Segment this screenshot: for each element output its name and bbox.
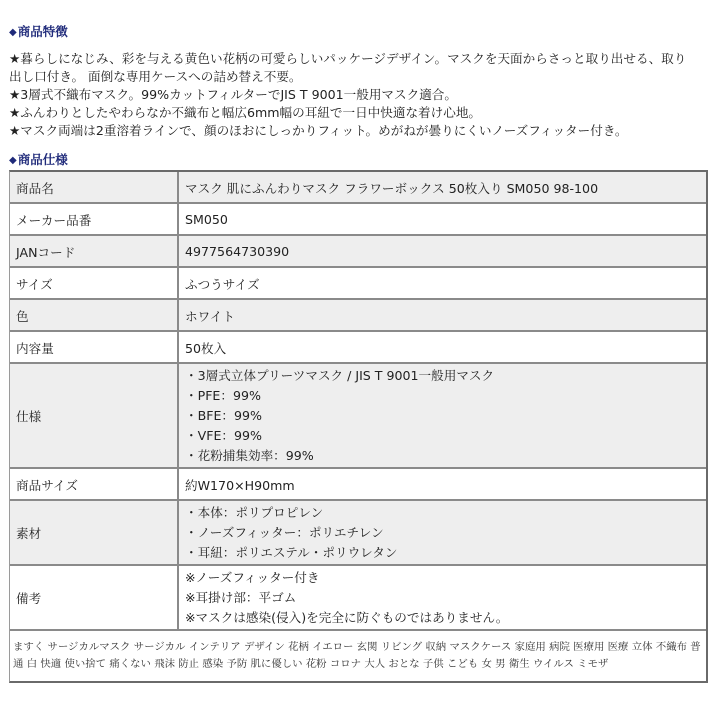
spec-row-maker-code <box>10 204 706 236</box>
spec-value: 50枚入 <box>179 332 706 364</box>
spec-row-product-name <box>10 172 706 204</box>
spec-value-item: ・耳紐：ポリエステル・ポリウレタン <box>185 544 398 560</box>
spec-value-item: ・花粉捕集効率：99% <box>185 447 314 463</box>
spec-value-list <box>179 566 706 631</box>
spec-value-list <box>179 501 706 566</box>
features-text <box>9 50 713 140</box>
spec-label: 商品名 <box>10 172 179 204</box>
feature-line: ★マスク両端は2重溶着ラインで、顔のほおにしっかりフィット。めがねが曇りにくいノーズフィッター付き。 <box>9 123 628 138</box>
spec-value-item: ※耳掛け部：平ゴム <box>185 589 297 605</box>
spec-label: 素材 <box>10 501 179 566</box>
feature-line: ★ふんわりとしたやわらなか不織布と幅広6mm幅の耳紐で一日中快適な着け心地。 <box>9 105 482 120</box>
spec-value: 約W170×H90mm <box>179 469 706 501</box>
feature-line: ★暮らしになじみ、彩を与える黄色い花柄の可愛らしいパッケージデザイン。マスクを天面からさっと取り出せる、取り <box>9 51 687 66</box>
spec-value-item: ・ノーズフィッター：ポリエチレン <box>185 524 384 540</box>
keywords-text: ますく サージカルマスク サージカル インテリア デザイン 花柄 イエロー 玄関 リビング 収納 マスクケース 家庭用 病院 医療用 医療 立体 不織布 普通 白 快適 使い捨て 痛くない 飛沫 防止 感染 予防 肌に優しい 花粉 コロナ 大人 おとな 子供 こども 女 男 衛生 ウイルス ミモザ <box>10 631 706 681</box>
spec-table <box>9 170 708 683</box>
features-heading <box>9 22 68 40</box>
spec-row-size <box>10 268 706 300</box>
feature-line: ★3層式不織布マスク。99%カットフィルターでJIS T 9001一般用マスク適合。 <box>9 87 457 102</box>
spec-row-notes <box>10 566 706 631</box>
feature-line: 出し口付き。 面倒な専用ケースへの詰め替え不要。 <box>9 69 302 84</box>
spec-row-color <box>10 300 706 332</box>
spec-row-specification <box>10 364 706 469</box>
spec-heading-text: 商品仕様 <box>17 152 68 167</box>
spec-value: ホワイト <box>179 300 706 332</box>
spec-value-item: ※マスクは感染(侵入)を完全に防ぐものではありません。 <box>185 609 509 625</box>
spec-label: 内容量 <box>10 332 179 364</box>
spec-row-keywords <box>10 631 706 681</box>
features-heading-text: 商品特徴 <box>17 24 68 39</box>
diamond-bullet-icon: ◆ <box>9 27 17 38</box>
spec-row-product-size <box>10 469 706 501</box>
spec-value-item: ・3層式立体プリーツマスク / JIS T 9001一般用マスク <box>185 367 495 383</box>
spec-value: SM050 <box>179 204 706 236</box>
spec-value-list <box>179 364 706 469</box>
spec-row-quantity <box>10 332 706 364</box>
spec-label: サイズ <box>10 268 179 300</box>
diamond-bullet-icon: ◆ <box>9 155 17 166</box>
spec-label: 備考 <box>10 566 179 631</box>
spec-row-jan-code <box>10 236 706 268</box>
spec-label: JANコード <box>10 236 179 268</box>
spec-value-item: ・本体：ポリプロピレン <box>185 504 324 520</box>
spec-value-item: ・BFE：99% <box>185 407 263 423</box>
spec-value-item: ※ノーズフィッター付き <box>185 569 320 585</box>
spec-value: 4977564730390 <box>179 236 706 268</box>
spec-value: ふつうサイズ <box>179 268 706 300</box>
spec-label: 商品サイズ <box>10 469 179 501</box>
spec-value-item: ・VFE：99% <box>185 427 262 443</box>
spec-value: マスク 肌にふんわりマスク フラワーボックス 50枚入り SM050 98-100 <box>179 172 706 204</box>
spec-label: メーカー品番 <box>10 204 179 236</box>
spec-value-item: ・PFE：99% <box>185 387 261 403</box>
spec-label: 色 <box>10 300 179 332</box>
spec-label: 仕様 <box>10 364 179 469</box>
spec-row-material <box>10 501 706 566</box>
spec-heading <box>9 150 68 168</box>
